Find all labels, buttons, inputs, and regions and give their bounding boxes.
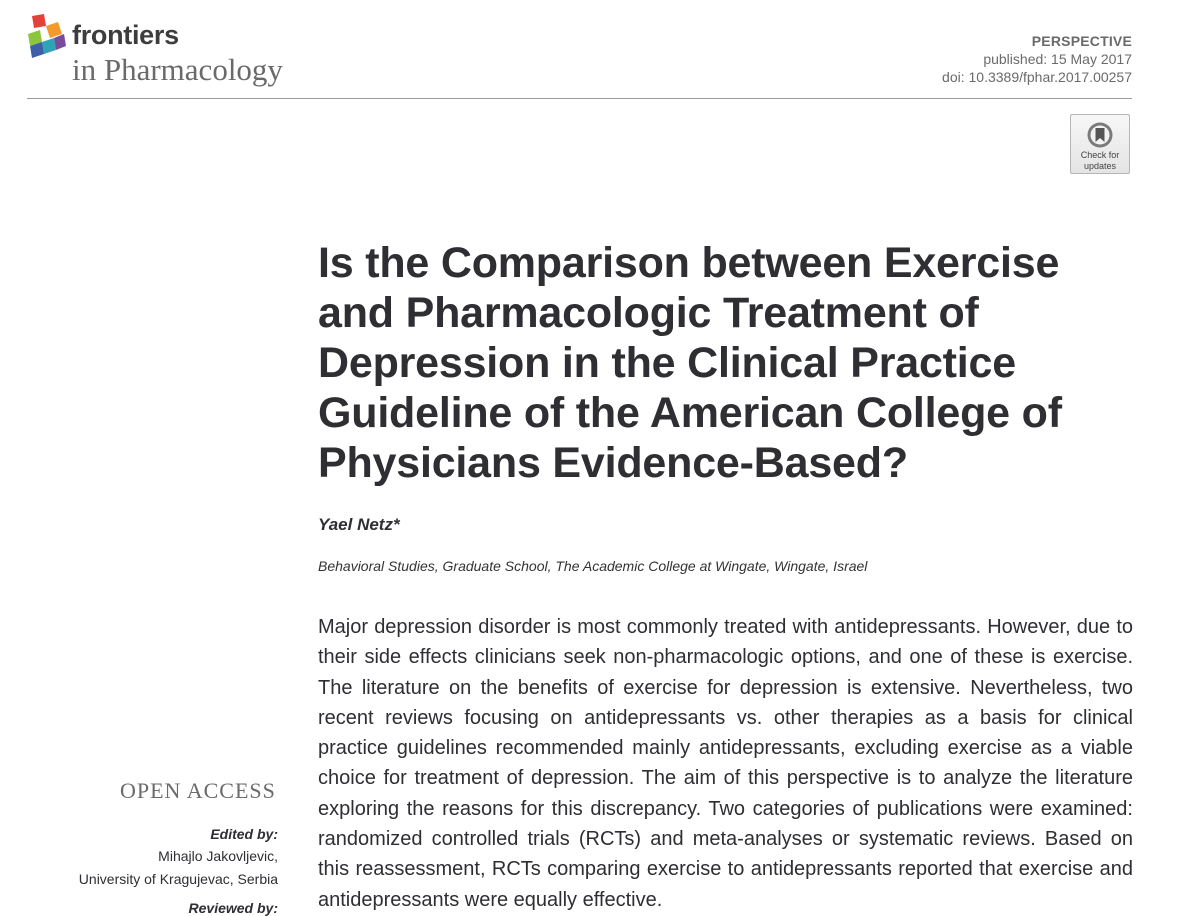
published-date: published: 15 May 2017 <box>983 51 1132 67</box>
edited-by-heading: Edited by: <box>210 826 278 842</box>
header-divider <box>27 98 1132 99</box>
editor-name[interactable]: Mihajlo Jakovljevic, <box>158 848 278 864</box>
doi-link[interactable]: doi: 10.3389/fphar.2017.00257 <box>942 69 1132 85</box>
reviewed-by-heading: Reviewed by: <box>188 900 278 916</box>
check-for-updates-button[interactable] <box>1070 114 1130 174</box>
author-affiliation: Behavioral Studies, Graduate School, The Academic College at Wingate, Wingate, Israel <box>318 558 868 574</box>
editor-affiliation: University of Kragujevac, Serbia <box>78 871 278 887</box>
journal-name: in Pharmacology <box>72 52 283 87</box>
brand-name: frontiers <box>72 20 179 50</box>
frontiers-logo-icon <box>26 12 70 60</box>
bookmark-icon <box>1086 121 1114 149</box>
article-type: PERSPECTIVE <box>1031 33 1132 49</box>
author-name[interactable]: Yael Netz* <box>318 515 400 534</box>
badge-label-line1: Check for <box>1080 150 1120 160</box>
open-access-label: OPEN ACCESS <box>120 778 276 803</box>
article-meta <box>942 32 1132 86</box>
badge-label-line2: updates <box>1083 161 1117 171</box>
article-title: Is the Comparison between Exercise and Pharmacologic Treatment of Depression in the Clinical Practice Guideline of the American College of Physicians Evidence-Based? <box>318 239 1062 487</box>
abstract-text: Major depression disorder is most commonly treated with antidepressants. However, due to their side effects clinicians seek non-pharmacologic options, and one of these is exercise. The literature on the benefits of exercise for depression is extensive. Nevertheless, two recent reviews focusing on antidepressants vs. other therapies as a basis for clinical practice guidelines recommended mainly antidepressants, excluding exercise as a viable choice for treatment of depression. The aim of this perspective is to analyze the literature exploring the reasons for this discrepancy. Two categories of publications were examined: randomized controlled trials (RCTs) and meta-analyses or systematic reviews. Based on this reassessment, RCTs comparing exercise to antidepressants reported that exercise and antidepressants were equally effective. <box>318 616 1133 911</box>
